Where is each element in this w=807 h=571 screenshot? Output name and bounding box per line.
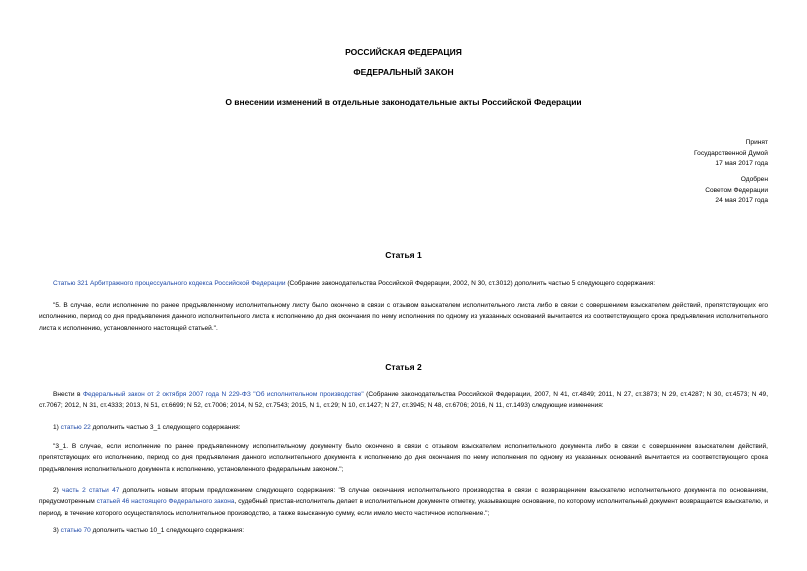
item-1-quote-text: "3_1. В случае, если исполнение по ранее предъявленному исполнительному документу было окончено в связи с отзывом взыскателем исполнительного документа либо в связи с совершением взыскателем действий, препятствующих его исполнению, период со дня предъявления данного исполнительного документа к исполнению до дня окончания по нему исполнения по одному из указанных оснований вычитается из соответствующего срока предъявления исполнительного документа к исполнению, установленного федеральным законом."; [39,443,768,473]
item-2-text-1: дополнить новым вторым предложением следующего содержания: "В случае окончания исполнительного производства в связи с возвращением взыскателю исполнительного документа по основаниям, предусмотренным [39,487,768,506]
article-2-item-1 [39,422,768,433]
article-2-paragraph-1 [39,389,768,412]
article-70-link[interactable]: статью 70 [60,527,91,534]
article-1-link[interactable]: Статью 321 Арбитражного процессуального кодекса Российской Федерации [53,280,286,287]
article-2-p1-pre: Внести в [53,391,83,398]
article-1-p2-text: "5. В случае, если исполнение по ранее предъявленному исполнительному листу было окончено в связи с отзывом взыскателем исполнительного листа либо в связи с совершением взыскателем действий, препятствующих его исполнению, период со дня предъявления данного исполнительного листа к исполнению до дня окончания по нему исполнения по одному из указанных оснований вычитается из соответствующего срока предъявления исполнительного листа к исполнению, установленного настоящей статьей.". [39,302,768,332]
item-2-number: 2) [53,487,63,494]
adopted-block [694,138,768,170]
article-1-p1-text: (Собрание законодательства Российской Федерации, 2002, N 30, ст.3012) дополнить частью 5 следующего содержания: [285,280,656,287]
law-type-heading: ФЕДЕРАЛЬНЫЙ ЗАКОН [353,67,454,77]
article-2-p1-text: (Собрание законодательства Российской Федерации, 2007, N 41, ст.4849; 2011, N 27, ст.3873; N 29, ст.4287; N 30, ст.4573; N 49, ст.7067; 2012, N 31, ст.4333; 2013, N 51, ст.6699; N 52, ст.7006; 2014, N 52, ст.7543; 2015, N 1, ст.29; N 10, ст.1427; N 27, ст.3945; N 48, ст.6706; 2016, N 11, ст.1493) следующие изменения: [39,391,769,410]
item-1-text: дополнить частью 3_1 следующего содержания: [90,424,241,431]
approved-block [705,175,768,207]
adopted-body: Государственной Думой [694,149,768,157]
item-3-text: дополнить частью 10_1 следующего содержания: [90,527,245,534]
adopted-label: Принят [745,139,768,146]
item-2-text-2: , судебный пристав-исполнитель делает в исполнительном документе отметку, указывающие основание, по которому исполнительный документ возвращается взыскателю, и период, в течение которого осуществлялось исполнительное производство, а также взысканную сумму, если имело место частичное исполнение."; [39,498,768,517]
item-3-number: 3) [53,527,61,534]
article-2-item-1-quote [39,441,768,475]
article-1-paragraph-2 [39,300,768,334]
article-1-paragraph-1 [39,278,768,289]
approved-body: Советом Федерации [705,186,768,194]
article-2-heading: Статья 2 [385,362,422,372]
approved-label: Одобрен [740,176,768,183]
article-2-item-2 [39,485,768,519]
article-2-item-3 [39,525,768,536]
article-22-link[interactable]: статью 22 [60,424,91,431]
country-heading: РОССИЙСКАЯ ФЕДЕРАЦИЯ [345,47,462,57]
item-1-number: 1) [53,424,61,431]
law-title: О внесении изменений в отдельные законодательные акты Российской Федерации [225,97,582,107]
federal-law-link[interactable]: Федеральный закон от 2 октября 2007 года N 229-ФЗ "Об исполнительном производстве" [83,391,364,398]
article-47-link[interactable]: часть 2 статьи 47 [62,487,120,494]
adopted-date: 17 мая 2017 года [715,160,768,168]
article-1-heading: Статья 1 [385,250,422,260]
approved-date: 24 мая 2017 года [715,197,768,205]
article-46-link[interactable]: статьей 46 настоящего Федерального закона [96,498,235,506]
